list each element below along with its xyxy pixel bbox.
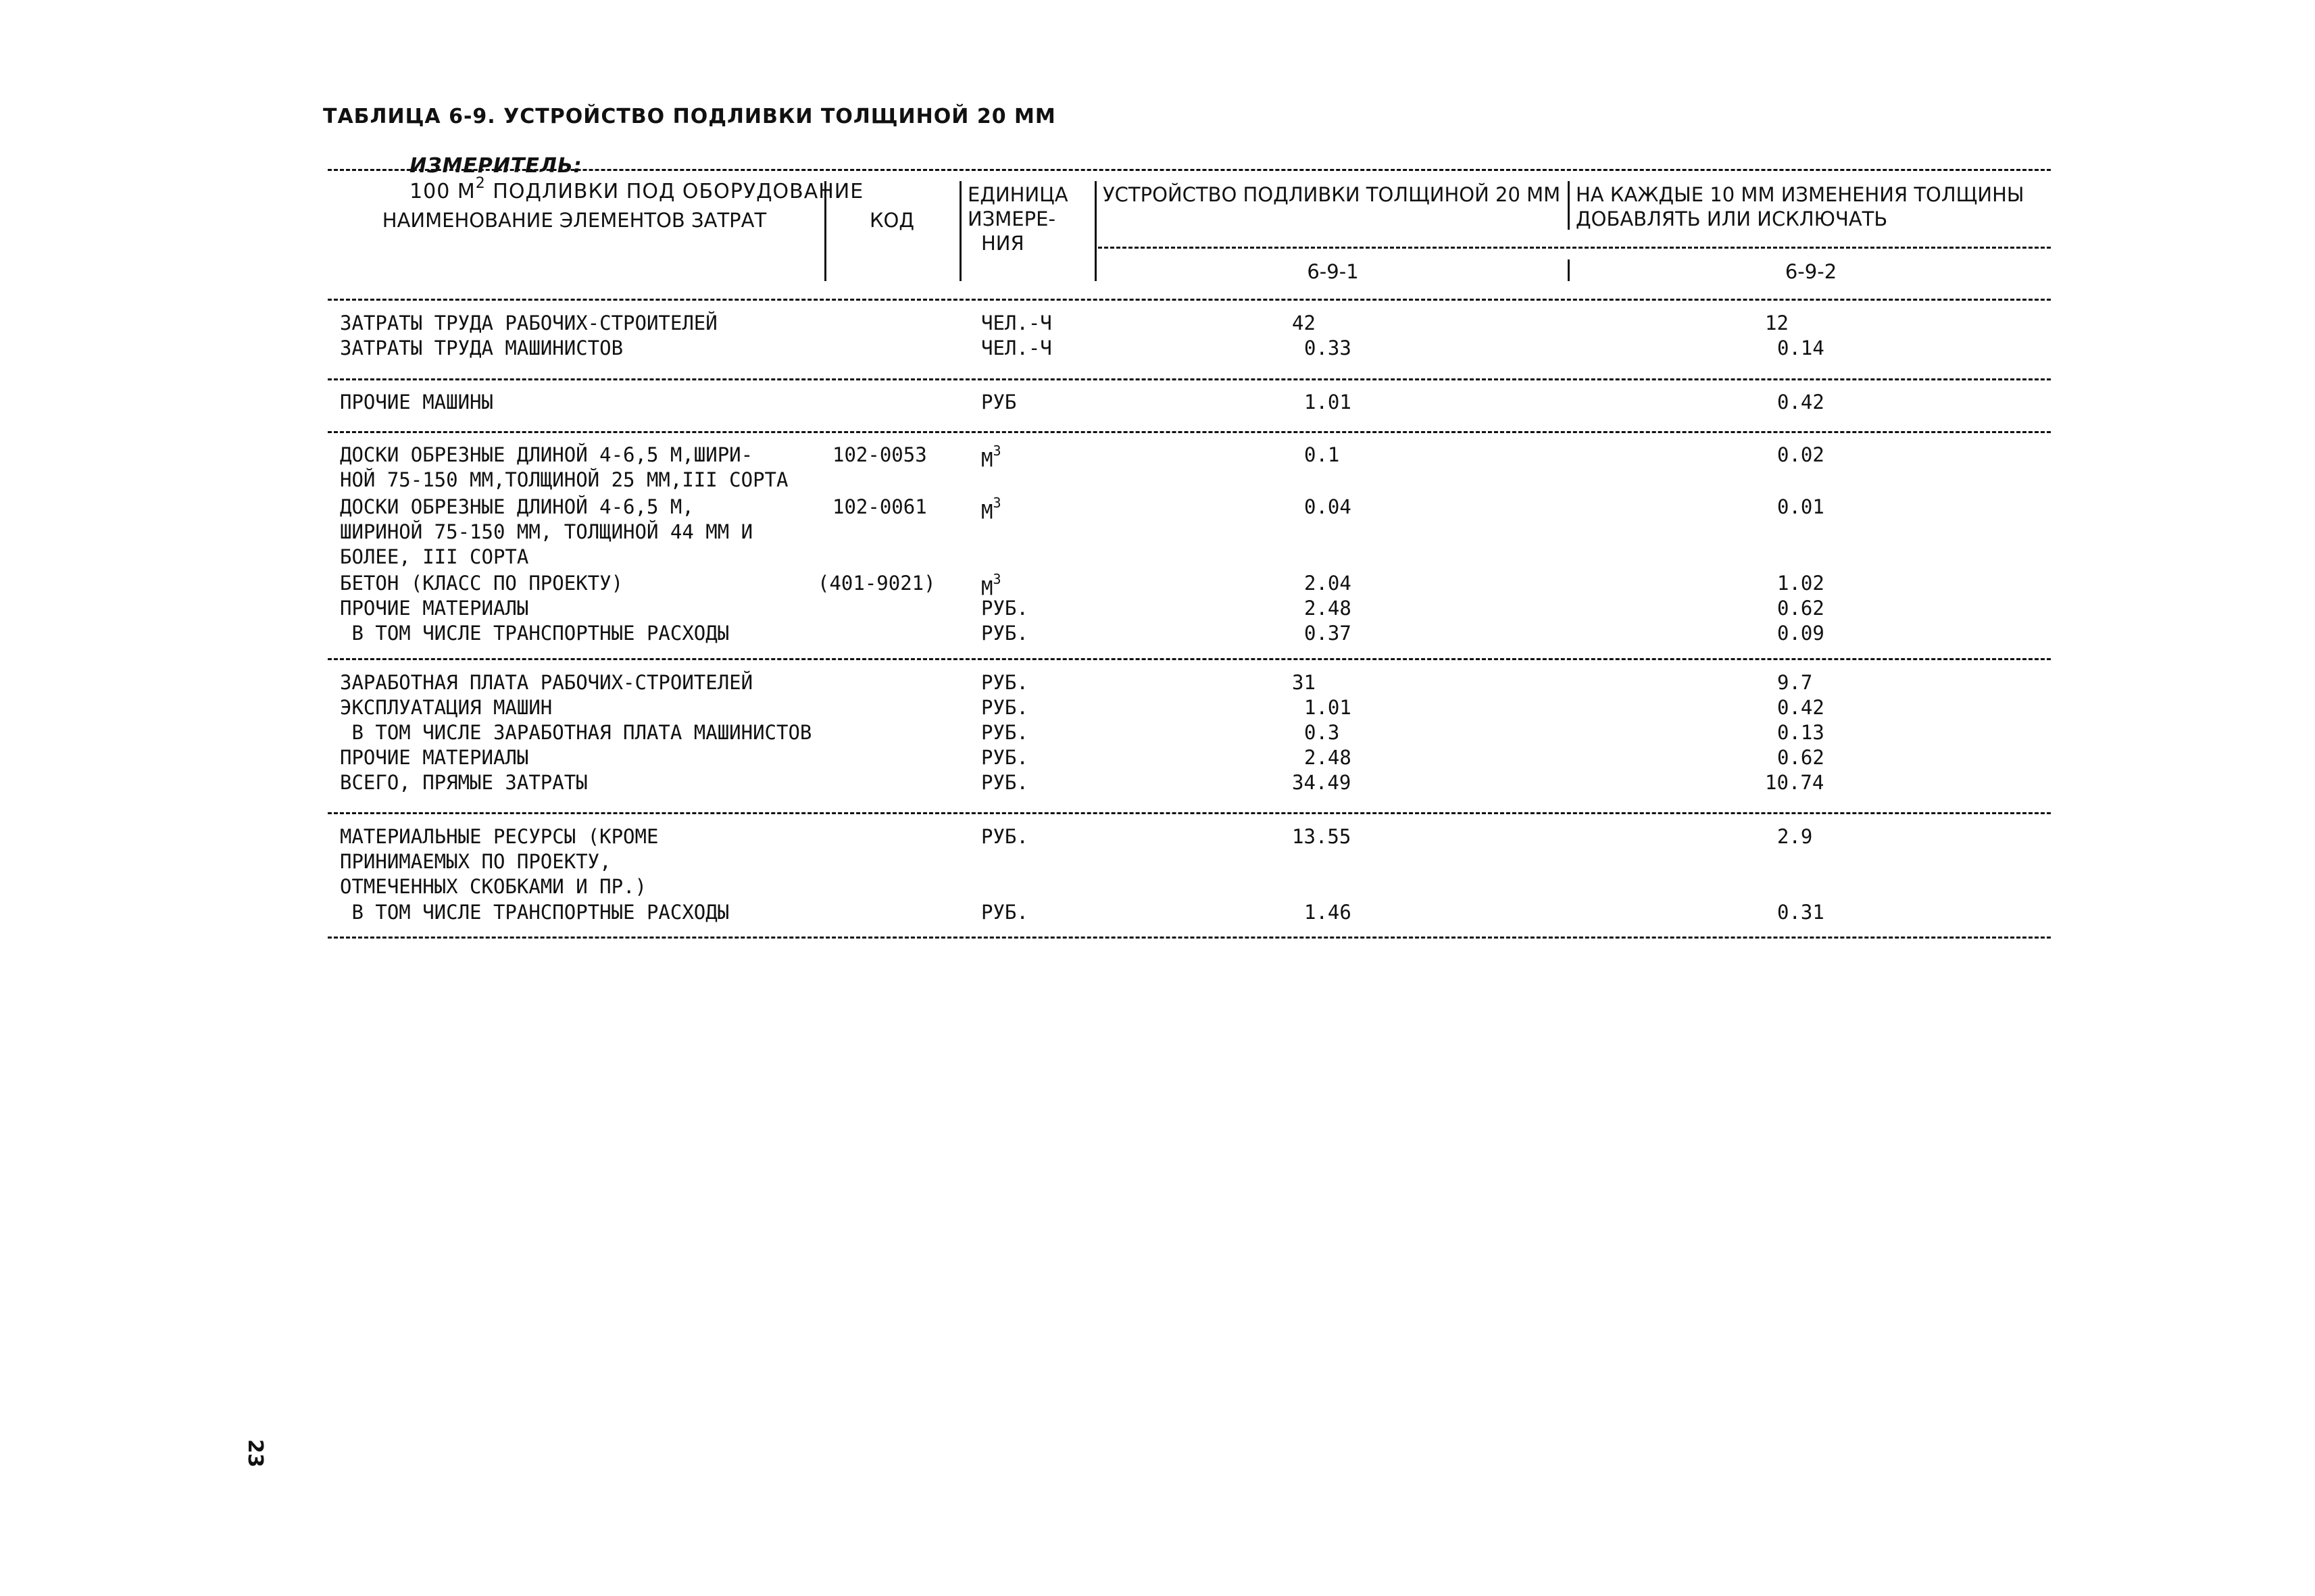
row-name: ЭКСПЛУАТАЦИЯ МАШИН [340,696,553,719]
row-name: ЗАТРАТЫ ТРУДА РАБОЧИХ-СТРОИТЕЛЕЙ [340,311,718,334]
header-col-unit-3: НИЯ [981,232,1024,255]
row-unit: $М^3$ [981,443,1001,472]
row-value-b: 0.42 [1777,391,1824,414]
row-value-a: 0.1 [1304,443,1340,466]
row-unit: ЧЕЛ.-Ч [981,311,1052,334]
row-name: ПРОЧИЕ МАТЕРИАЛЫ [340,597,529,620]
header-col-b-title-2: ДОБАВЛЯТЬ ИЛИ ИСКЛЮЧАТЬ [1576,207,1888,230]
row-value-a: 0.33 [1304,336,1351,359]
header-vbar-4 [1568,181,1570,230]
row-value-b: 0.42 [1777,696,1824,719]
row-unit: РУБ. [981,696,1028,719]
row-value-b: 0.14 [1777,336,1824,359]
row-value-b: 0.31 [1777,901,1824,924]
measure-value-sup: 2 [475,175,486,192]
row-name: МАТЕРИАЛЬНЫЕ РЕСУРСЫ (КРОМЕ [340,825,659,848]
header-col-b-code: 6-9-2 [1785,260,1837,283]
header-col-code: КОД [869,209,915,232]
row-value-a: 1.01 [1304,696,1351,719]
row-name: ДОСКИ ОБРЕЗНЫЕ ДЛИНОЙ 4-6,5 М,ШИРИ- [340,443,753,466]
row-name-line2: НОЙ 75-150 ММ,ТОЛЩИНОЙ 25 ММ,III СОРТА [340,468,789,491]
row-unit: $М^3$ [981,571,1001,600]
row-value-b: 9.7 [1777,671,1813,694]
row-value-a: 31 [1292,671,1316,694]
header-top-rule [328,169,2051,171]
measure-value: 100 М [409,180,476,203]
row-unit: $М^3$ [981,495,1001,524]
row-value-b: 0.02 [1777,443,1824,466]
row-value-a: 1.01 [1304,391,1351,414]
row-unit: РУБ. [981,901,1028,924]
row-value-b: 12 [1765,311,1789,334]
row-name: ЗАТРАТЫ ТРУДА МАШИНИСТОВ [340,336,624,359]
row-unit: ЧЕЛ.-Ч [981,336,1052,359]
row-code: 102-0053 [832,443,927,466]
row-value-a: 0.04 [1304,495,1351,518]
header-vbar-5 [1568,259,1570,281]
row-value-a: 34.49 [1292,771,1351,794]
row-name-line3: БОЛЕЕ, III СОРТА [340,545,529,568]
row-value-b: 0.62 [1777,746,1824,769]
row-name-line3: ОТМЕЧЕННЫХ СКОБКАМИ И ПР.) [340,875,647,898]
header-col-a-title: УСТРОЙСТВО ПОДЛИВКИ ТОЛЩИНОЙ 20 ММ [1103,183,1561,206]
header-col-unit-2: ИЗМЕРЕ- [968,207,1055,230]
row-name: ЗАРАБОТНАЯ ПЛАТА РАБОЧИХ-СТРОИТЕЛЕЙ [340,671,753,694]
header-col-a-code: 6-9-1 [1307,260,1359,283]
header-vbar-2 [960,181,962,281]
row-value-b: 1.02 [1777,572,1824,595]
header-vbar-1 [824,181,826,281]
header-subrule [1098,247,2051,249]
row-value-b: 0.13 [1777,721,1824,744]
row-name-line2: ШИРИНОЙ 75-150 ММ, ТОЛЩИНОЙ 44 ММ И [340,520,753,543]
row-unit: РУБ. [981,671,1028,694]
row-name: В ТОМ ЧИСЛЕ ЗАРАБОТНАЯ ПЛАТА МАШИНИСТОВ [340,721,812,744]
header-col-unit-1: ЕДИНИЦА [968,183,1068,206]
row-value-b: 0.09 [1777,622,1824,645]
row-value-a: 0.37 [1304,622,1351,645]
row-value-a: 42 [1292,311,1316,334]
measure-value-suffix: ПОДЛИВКИ ПОД ОБОРУДОВАНИЕ [485,180,864,203]
row-value-a: 13.55 [1292,825,1351,848]
row-name-line2: ПРИНИМАЕМЫХ ПО ПРОЕКТУ, [340,850,612,873]
row-unit: РУБ [981,391,1017,414]
row-value-b: 2.9 [1777,825,1813,848]
row-value-a: 2.04 [1304,572,1351,595]
row-value-b: 0.01 [1777,495,1824,518]
row-unit: РУБ. [981,746,1028,769]
row-name: В ТОМ ЧИСЛЕ ТРАНСПОРТНЫЕ РАСХОДЫ [340,622,730,645]
row-code: 102-0061 [832,495,927,518]
row-value-b: 10.74 [1765,771,1824,794]
measure-label: ИЗМЕРИТЕЛЬ: [409,154,582,178]
header-bottom-rule [328,299,2051,301]
row-value-a: 1.46 [1304,901,1351,924]
header-col-name: НАИМЕНОВАНИЕ ЭЛЕМЕНТОВ ЗАТРАТ [382,209,767,232]
row-value-a: 2.48 [1304,597,1351,620]
row-unit: РУБ. [981,825,1028,848]
table-title: ТАБЛИЦА 6-9. УСТРОЙСТВО ПОДЛИВКИ ТОЛЩИНОЙ 20 ММ [323,105,1056,128]
section-rule-3 [328,658,2051,660]
row-name: ДОСКИ ОБРЕЗНЫЕ ДЛИНОЙ 4-6,5 М, [340,495,694,518]
table-bottom-rule [328,937,2051,939]
row-name: В ТОМ ЧИСЛЕ ТРАНСПОРТНЫЕ РАСХОДЫ [340,901,730,924]
row-value-a: 2.48 [1304,746,1351,769]
row-unit: РУБ. [981,622,1028,645]
header-col-b-title-1: НА КАЖДЫЕ 10 ММ ИЗМЕНЕНИЯ ТОЛЩИНЫ [1576,183,2024,206]
row-unit: РУБ. [981,721,1028,744]
row-name: ПРОЧИЕ МАШИНЫ [340,391,493,414]
row-unit: РУБ. [981,597,1028,620]
row-name: ВСЕГО, ПРЯМЫЕ ЗАТРАТЫ [340,771,588,794]
row-value-b: 0.62 [1777,597,1824,620]
row-name: ПРОЧИЕ МАТЕРИАЛЫ [340,746,529,769]
section-rule-1 [328,378,2051,380]
row-unit: РУБ. [981,771,1028,794]
section-rule-4 [328,812,2051,814]
row-code: (401-9021) [818,572,936,595]
section-rule-2 [328,431,2051,433]
measure-line [395,130,864,203]
row-name: БЕТОН (КЛАСС ПО ПРОЕКТУ) [340,572,624,595]
page-number: 23 [243,1439,267,1468]
row-value-a: 0.3 [1304,721,1340,744]
header-vbar-3 [1095,181,1097,281]
